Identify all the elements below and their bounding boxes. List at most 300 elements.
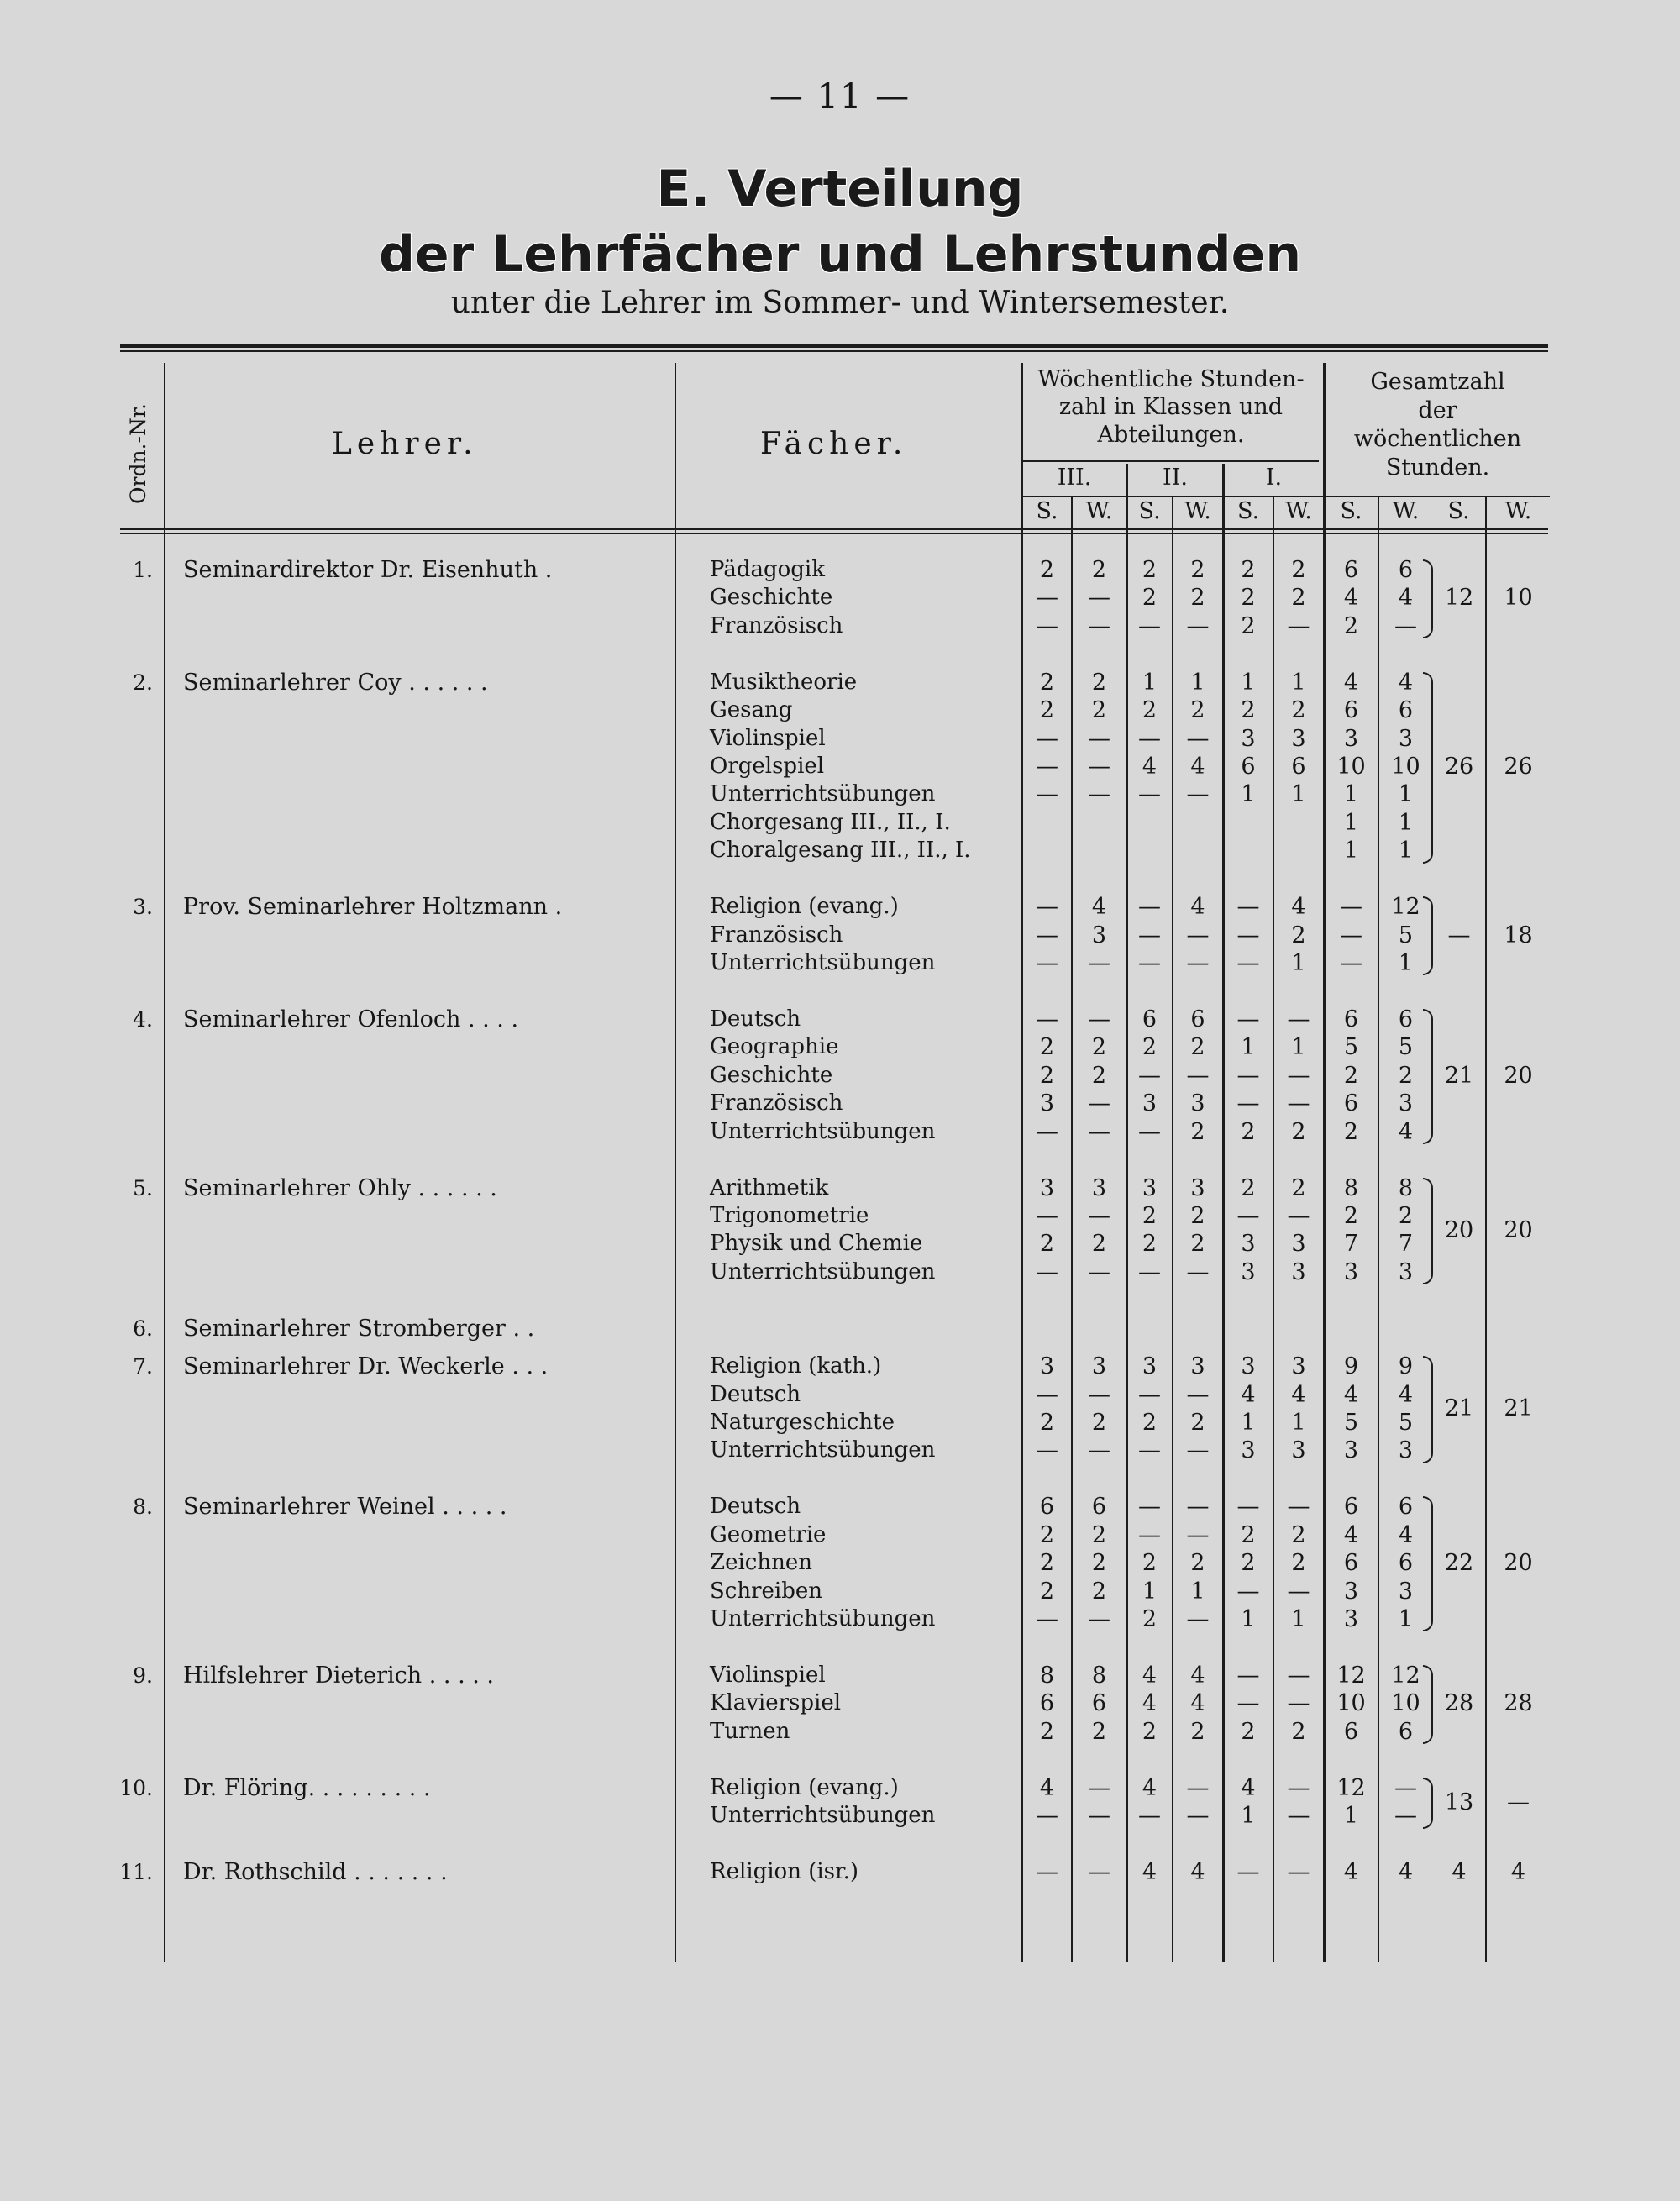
hours-cell: — xyxy=(1236,1578,1260,1605)
hours-cell: — xyxy=(1036,612,1058,639)
header-sub-winter-0: W. xyxy=(1085,498,1113,524)
subject-name: Unterrichtsübungen xyxy=(710,1258,936,1284)
hours-cell: 2 xyxy=(1241,697,1256,724)
ordinal-number: 1. xyxy=(133,558,153,582)
subject-name: Geschichte xyxy=(710,1062,833,1088)
hours-cell: 6 xyxy=(1398,1718,1414,1745)
header-sub-sommer-4: S. xyxy=(1447,498,1470,524)
hours-cell: 4 xyxy=(1343,669,1359,696)
hours-cell: — xyxy=(1088,1859,1110,1886)
hours-cell: 3 xyxy=(1241,1353,1256,1380)
hours-cell: 4 xyxy=(1291,894,1306,921)
hours-cell: 3 xyxy=(1343,725,1359,752)
hours-cell: 10 xyxy=(1336,754,1366,780)
subject-name: Choralgesang III., II., I. xyxy=(710,838,971,864)
hours-cell: 3 xyxy=(1398,725,1414,752)
hours-cell: 1 xyxy=(1398,809,1414,836)
hours-cell: — xyxy=(1287,1203,1310,1229)
hours-cell: 3 xyxy=(1291,1437,1306,1464)
hours-cell: 2 xyxy=(1343,1203,1359,1229)
group-brace xyxy=(1423,1009,1433,1144)
hours-cell: 6 xyxy=(1142,1006,1158,1032)
hours-cell: 4 xyxy=(1142,1663,1158,1689)
hours-cell: 2 xyxy=(1398,1203,1414,1229)
ordinal-number: 5. xyxy=(133,1175,153,1200)
ordinal-number: 10. xyxy=(119,1775,153,1800)
header-bottom-rule-2 xyxy=(120,533,1548,534)
hours-cell: — xyxy=(1088,781,1110,808)
subject-name: Unterrichtsübungen xyxy=(710,781,936,807)
hours-cell: 1 xyxy=(1190,1578,1205,1605)
hours-cell: — xyxy=(1236,1006,1260,1032)
subject-name: Unterrichtsübungen xyxy=(710,950,936,975)
hours-cell: 6 xyxy=(1398,1494,1414,1521)
group-brace xyxy=(1423,1665,1433,1744)
hours-cell: 6 xyxy=(1343,1006,1359,1032)
hours-cell: 4 xyxy=(1291,1381,1306,1408)
hours-cell: 4 xyxy=(1398,669,1414,696)
hours-cell: — xyxy=(1138,1258,1161,1285)
hours-cell: 1 xyxy=(1398,1606,1414,1632)
hours-cell: — xyxy=(1186,781,1210,808)
hours-cell: 1 xyxy=(1241,781,1256,808)
hours-cell: 2 xyxy=(1343,1118,1359,1145)
hours-cell: — xyxy=(1036,1437,1058,1464)
hours-cell: 7 xyxy=(1343,1231,1359,1258)
header-sub-winter-4: W. xyxy=(1504,498,1532,524)
hours-cell: — xyxy=(1088,1258,1110,1285)
hours-cell: — xyxy=(1036,781,1058,808)
hours-cell: 10 xyxy=(1336,1690,1366,1717)
subject-name: Trigonometrie xyxy=(710,1203,869,1228)
total-sommer: 26 xyxy=(1444,754,1474,780)
subject-name: Physik und Chemie xyxy=(710,1231,923,1257)
group-brace xyxy=(1423,1778,1433,1829)
hours-cell: 2 xyxy=(1190,1118,1205,1145)
hours-cell: — xyxy=(1186,922,1210,948)
total-sommer: 4 xyxy=(1452,1859,1467,1886)
hours-cell: — xyxy=(1186,1437,1210,1464)
subject-name: Geometrie xyxy=(710,1521,827,1547)
hours-cell: — xyxy=(1186,612,1210,639)
hours-cell: — xyxy=(1138,1803,1161,1830)
hours-cell: 6 xyxy=(1343,1550,1359,1577)
header-lehrer: Lehrer. xyxy=(332,427,478,461)
header-ordn-nr: Ordn.-Nr. xyxy=(126,403,150,504)
header-woechentliche-line-1: Wöchentliche Stunden- xyxy=(1037,366,1305,392)
hours-cell: 6 xyxy=(1241,754,1256,780)
hours-cell: 1 xyxy=(1142,669,1158,696)
hours-cell: — xyxy=(1340,894,1362,921)
hours-cell: 1 xyxy=(1343,781,1359,808)
hours-cell: 4 xyxy=(1091,894,1107,921)
subject-name: Unterrichtsübungen xyxy=(710,1803,936,1829)
hours-cell: — xyxy=(1236,1062,1260,1089)
hours-cell: 3 xyxy=(1190,1174,1205,1201)
hours-cell: 4 xyxy=(1398,1381,1414,1408)
subject-name: Arithmetik xyxy=(710,1174,829,1200)
hours-cell: — xyxy=(1186,1606,1210,1632)
hours-cell: — xyxy=(1236,1203,1260,1229)
hours-cell: — xyxy=(1236,1859,1260,1886)
hours-cell: 1 xyxy=(1142,1578,1158,1605)
hours-cell: — xyxy=(1088,950,1110,976)
hours-cell: 2 xyxy=(1039,1034,1055,1061)
hours-cell: 2 xyxy=(1291,922,1306,948)
total-winter: 10 xyxy=(1504,585,1533,612)
subject-name: Deutsch xyxy=(710,1381,801,1407)
total-winter: 21 xyxy=(1504,1395,1533,1422)
hours-cell: 6 xyxy=(1398,557,1414,583)
total-sommer: — xyxy=(1447,922,1471,948)
title-line-1: E. Verteilung xyxy=(656,160,1024,218)
hours-cell: — xyxy=(1036,1203,1058,1229)
hours-cell: 2 xyxy=(1190,1550,1205,1577)
hours-cell: 2 xyxy=(1241,557,1256,583)
hours-cell: 2 xyxy=(1091,1578,1107,1605)
header-sub-winter-3: W. xyxy=(1392,498,1420,524)
hours-cell: 2 xyxy=(1142,1550,1158,1577)
hours-cell: 2 xyxy=(1241,1118,1256,1145)
group-brace xyxy=(1423,1356,1433,1463)
hours-cell: 1 xyxy=(1343,838,1359,864)
page-number: — 11 — xyxy=(769,77,911,116)
hours-cell: 4 xyxy=(1343,1859,1359,1886)
subject-name: Religion (evang.) xyxy=(710,894,899,920)
hours-cell: 2 xyxy=(1291,1718,1306,1745)
hours-cell: — xyxy=(1186,1521,1210,1548)
hours-cell: 1 xyxy=(1241,1606,1256,1632)
subject-name: Unterrichtsübungen xyxy=(710,1606,936,1631)
hours-cell: 1 xyxy=(1398,838,1414,864)
hours-cell: 5 xyxy=(1343,1410,1359,1436)
hours-cell: 4 xyxy=(1241,1774,1256,1801)
teacher-name: Seminarlehrer Ohly . . . . . . xyxy=(183,1174,497,1201)
hours-cell: — xyxy=(1036,1606,1058,1632)
hours-cell: — xyxy=(1287,1774,1310,1801)
hours-cell: 5 xyxy=(1398,922,1414,948)
subject-name: Deutsch xyxy=(710,1494,801,1520)
header-sub-sommer-3: S. xyxy=(1340,498,1362,524)
hours-cell: 2 xyxy=(1091,1034,1107,1061)
total-sommer: 13 xyxy=(1444,1789,1474,1815)
hours-cell: — xyxy=(1036,725,1058,752)
total-winter: 18 xyxy=(1504,922,1533,948)
hours-cell: — xyxy=(1088,1606,1110,1632)
total-sommer: 22 xyxy=(1444,1550,1474,1577)
hours-cell: — xyxy=(1036,1381,1058,1408)
hours-cell: — xyxy=(1236,1663,1260,1689)
hours-cell: — xyxy=(1036,1118,1058,1145)
header-sub-sommer-0: S. xyxy=(1036,498,1058,524)
ordinal-number: 4. xyxy=(133,1007,153,1032)
hours-cell: 2 xyxy=(1091,669,1107,696)
total-winter: 20 xyxy=(1504,1550,1533,1577)
hours-cell: 2 xyxy=(1343,1062,1359,1089)
hours-cell: — xyxy=(1088,754,1110,780)
total-winter: 20 xyxy=(1504,1216,1533,1243)
hours-cell: 2 xyxy=(1142,1203,1158,1229)
hours-cell: 2 xyxy=(1291,1550,1306,1577)
hours-cell: — xyxy=(1138,1494,1161,1521)
subject-name: Pädagogik xyxy=(710,557,825,582)
header-sub-winter-2: W. xyxy=(1285,498,1312,524)
table-top-rule-2 xyxy=(120,350,1548,352)
group-brace xyxy=(1423,1496,1433,1631)
hours-cell: 3 xyxy=(1241,1258,1256,1285)
hours-cell: 8 xyxy=(1091,1663,1107,1689)
hours-cell: — xyxy=(1186,725,1210,752)
hours-cell: 2 xyxy=(1190,1718,1205,1745)
hours-cell: 10 xyxy=(1391,754,1420,780)
hours-cell: 2 xyxy=(1343,612,1359,639)
ordinal-number: 2. xyxy=(133,670,153,695)
hours-cell: 2 xyxy=(1190,1231,1205,1258)
hours-cell: 2 xyxy=(1241,1718,1256,1745)
hours-cell: 2 xyxy=(1039,1062,1055,1089)
hours-cell: 3 xyxy=(1343,1437,1359,1464)
subject-name: Religion (evang.) xyxy=(710,1774,899,1800)
hours-cell: 4 xyxy=(1190,1690,1205,1717)
hours-cell: 5 xyxy=(1398,1034,1414,1061)
subject-name: Musiktheorie xyxy=(710,669,858,695)
hours-cell: 2 xyxy=(1039,1410,1055,1436)
hours-cell: — xyxy=(1287,1859,1310,1886)
hours-cell: 2 xyxy=(1142,1718,1158,1745)
total-sommer: 21 xyxy=(1444,1395,1474,1422)
ordinal-number: 9. xyxy=(133,1663,153,1688)
hours-cell: 2 xyxy=(1241,585,1256,612)
teacher-name: Dr. Flöring. . . . . . . . . xyxy=(183,1774,431,1801)
hours-cell: — xyxy=(1287,1090,1310,1117)
hours-cell: 2 xyxy=(1142,585,1158,612)
hours-cell: — xyxy=(1036,1859,1058,1886)
hours-cell: — xyxy=(1138,725,1161,752)
total-winter: 28 xyxy=(1504,1690,1533,1717)
hours-cell: — xyxy=(1036,1258,1058,1285)
hours-cell: 2 xyxy=(1091,1410,1107,1436)
hours-cell: 2 xyxy=(1039,1231,1055,1258)
hours-cell: 1 xyxy=(1343,809,1359,836)
hours-cell: 2 xyxy=(1039,1718,1055,1745)
hours-cell: 8 xyxy=(1039,1663,1055,1689)
hours-cell: 1 xyxy=(1291,781,1306,808)
hours-cell: — xyxy=(1340,922,1362,948)
hours-cell: — xyxy=(1287,1803,1310,1830)
hours-cell: — xyxy=(1394,1774,1417,1801)
hours-cell: 1 xyxy=(1190,669,1205,696)
hours-cell: 3 xyxy=(1398,1258,1414,1285)
hours-cell: 9 xyxy=(1343,1353,1359,1380)
hours-cell: — xyxy=(1088,1437,1110,1464)
hours-cell: 1 xyxy=(1398,950,1414,976)
hours-cell: — xyxy=(1236,922,1260,948)
table-top-rule xyxy=(120,344,1548,348)
hours-cell: 2 xyxy=(1291,697,1306,724)
hours-cell: 6 xyxy=(1343,1494,1359,1521)
subject-name: Religion (kath.) xyxy=(710,1353,882,1379)
hours-cell: — xyxy=(1236,894,1260,921)
hours-cell: 3 xyxy=(1091,1174,1107,1201)
hours-cell: 1 xyxy=(1291,669,1306,696)
teacher-name: Hilfslehrer Dieterich . . . . . xyxy=(183,1663,495,1689)
hours-cell: 6 xyxy=(1398,697,1414,724)
hours-cell: 6 xyxy=(1398,1006,1414,1032)
teacher-name: Seminarlehrer Ofenloch . . . . xyxy=(183,1006,519,1032)
ordinal-number: 6. xyxy=(133,1316,153,1341)
hours-cell: — xyxy=(1186,1258,1210,1285)
hours-cell: — xyxy=(1236,1690,1260,1717)
group-brace xyxy=(1423,896,1433,975)
hours-cell: 3 xyxy=(1142,1090,1158,1117)
hours-cell: 2 xyxy=(1039,1521,1055,1548)
hours-cell: 6 xyxy=(1343,557,1359,583)
hours-cell: 3 xyxy=(1190,1090,1205,1117)
hours-cell: 3 xyxy=(1142,1353,1158,1380)
hours-cell: 6 xyxy=(1039,1494,1055,1521)
hours-cell: 3 xyxy=(1291,1258,1306,1285)
group-brace xyxy=(1423,1178,1433,1285)
hours-cell: — xyxy=(1036,1803,1058,1830)
hours-cell: 9 xyxy=(1398,1353,1414,1380)
hours-cell: 6 xyxy=(1190,1006,1205,1032)
hours-cell: 2 xyxy=(1142,1034,1158,1061)
hours-cell: — xyxy=(1036,922,1058,948)
hours-cell: 6 xyxy=(1091,1494,1107,1521)
hours-cell: 1 xyxy=(1291,1606,1306,1632)
hours-cell: 2 xyxy=(1091,557,1107,583)
hours-cell: — xyxy=(1088,1118,1110,1145)
subject-name: Französisch xyxy=(710,1090,843,1116)
total-winter: 20 xyxy=(1504,1062,1533,1089)
hours-cell: 2 xyxy=(1142,1606,1158,1632)
hours-cell: 3 xyxy=(1091,1353,1107,1380)
hours-cell: — xyxy=(1138,1118,1161,1145)
hours-cell: — xyxy=(1088,1006,1110,1032)
hours-cell: 2 xyxy=(1091,1550,1107,1577)
hours-cell: — xyxy=(1186,1803,1210,1830)
subject-name: Französisch xyxy=(710,922,843,948)
header-woechentliche-line-2: zahl in Klassen und xyxy=(1058,394,1284,420)
ordinal-number: 7. xyxy=(133,1354,153,1379)
hours-cell: 4 xyxy=(1190,1663,1205,1689)
subject-name: Gesang xyxy=(710,697,793,723)
hours-cell: — xyxy=(1236,950,1260,976)
hours-cell: — xyxy=(1394,612,1417,639)
hours-cell: 3 xyxy=(1241,725,1256,752)
hours-cell: — xyxy=(1088,585,1110,612)
hours-cell: 4 xyxy=(1142,1690,1158,1717)
hours-cell: 2 xyxy=(1142,697,1158,724)
hours-cell: 2 xyxy=(1091,1062,1107,1089)
header-gesamt-line-3: wöchentlichen xyxy=(1353,426,1522,452)
hours-cell: 3 xyxy=(1039,1353,1055,1380)
ordinal-number: 8. xyxy=(133,1494,153,1520)
hours-cell: 4 xyxy=(1343,1381,1359,1408)
teacher-name: Seminarlehrer Dr. Weckerle . . . xyxy=(183,1353,549,1380)
hours-cell: 6 xyxy=(1091,1690,1107,1717)
hours-cell: — xyxy=(1138,1437,1161,1464)
hours-cell: 6 xyxy=(1343,1090,1359,1117)
hours-cell: 10 xyxy=(1391,1690,1420,1717)
subject-name: Violinspiel xyxy=(710,1663,826,1688)
hours-cell: — xyxy=(1236,1090,1260,1117)
hours-cell: 3 xyxy=(1039,1174,1055,1201)
hours-cell: — xyxy=(1138,922,1161,948)
header-gesamt-line-4: Stunden. xyxy=(1385,454,1490,481)
hours-cell: 2 xyxy=(1291,585,1306,612)
hours-cell: 4 xyxy=(1039,1774,1055,1801)
hours-cell: 4 xyxy=(1398,1859,1414,1886)
header-faecher: Fächer. xyxy=(760,427,908,461)
teacher-name: Seminardirektor Dr. Eisenhuth . xyxy=(183,557,553,583)
hours-cell: 1 xyxy=(1343,1803,1359,1830)
hours-cell: — xyxy=(1138,612,1161,639)
hours-cell: — xyxy=(1287,1663,1310,1689)
hours-cell: 1 xyxy=(1241,1803,1256,1830)
ordinal-number: 11. xyxy=(119,1860,153,1885)
hours-cell: — xyxy=(1138,1062,1161,1089)
teacher-name: Seminarlehrer Stromberger . . xyxy=(183,1315,535,1342)
hours-cell: 4 xyxy=(1241,1381,1256,1408)
title-line-2: der Lehrfächer und Lehrstunden xyxy=(378,225,1302,284)
hours-cell: 2 xyxy=(1398,1062,1414,1089)
hours-cell: — xyxy=(1138,950,1161,976)
hours-cell: 1 xyxy=(1241,669,1256,696)
hours-cell: 3 xyxy=(1343,1606,1359,1632)
hours-cell: 3 xyxy=(1398,1090,1414,1117)
hours-cell: 4 xyxy=(1190,754,1205,780)
hours-cell: 3 xyxy=(1241,1437,1256,1464)
hours-cell: 2 xyxy=(1039,1578,1055,1605)
ordinal-number: 3. xyxy=(133,895,153,920)
hours-cell: 4 xyxy=(1343,585,1359,612)
hours-cell: 2 xyxy=(1291,1521,1306,1548)
hours-cell: 6 xyxy=(1343,1718,1359,1745)
hours-cell: — xyxy=(1088,725,1110,752)
hours-cell: 3 xyxy=(1241,1231,1256,1258)
subject-name: Unterrichtsübungen xyxy=(710,1437,936,1463)
hours-cell: 12 xyxy=(1391,1663,1420,1689)
hours-cell: 3 xyxy=(1343,1578,1359,1605)
hours-cell: — xyxy=(1036,1006,1058,1032)
hours-cell: 3 xyxy=(1291,1353,1306,1380)
hours-cell: 4 xyxy=(1142,754,1158,780)
header-subrule-1 xyxy=(1021,460,1319,462)
hours-cell: — xyxy=(1088,1203,1110,1229)
hours-cell: 12 xyxy=(1336,1663,1366,1689)
total-winter: 4 xyxy=(1510,1859,1526,1886)
header-sub-sommer-1: S. xyxy=(1138,498,1161,524)
hours-cell: 4 xyxy=(1142,1859,1158,1886)
hours-cell: 3 xyxy=(1190,1353,1205,1380)
hours-cell: — xyxy=(1088,612,1110,639)
hours-cell: 2 xyxy=(1190,1410,1205,1436)
col-divider-lehrer xyxy=(675,363,676,1962)
hours-cell: — xyxy=(1287,1006,1310,1032)
hours-cell: 3 xyxy=(1039,1090,1055,1117)
hours-cell: 4 xyxy=(1343,1521,1359,1548)
hours-cell: 3 xyxy=(1343,1258,1359,1285)
hours-cell: — xyxy=(1036,754,1058,780)
hours-cell: 2 xyxy=(1091,1521,1107,1548)
subject-name: Naturgeschichte xyxy=(710,1410,895,1435)
subject-name: Violinspiel xyxy=(710,725,826,751)
subject-name: Religion (isr.) xyxy=(710,1859,858,1885)
hours-cell: 1 xyxy=(1398,781,1414,808)
hours-cell: 4 xyxy=(1398,1521,1414,1548)
subject-name: Schreiben xyxy=(710,1578,823,1604)
